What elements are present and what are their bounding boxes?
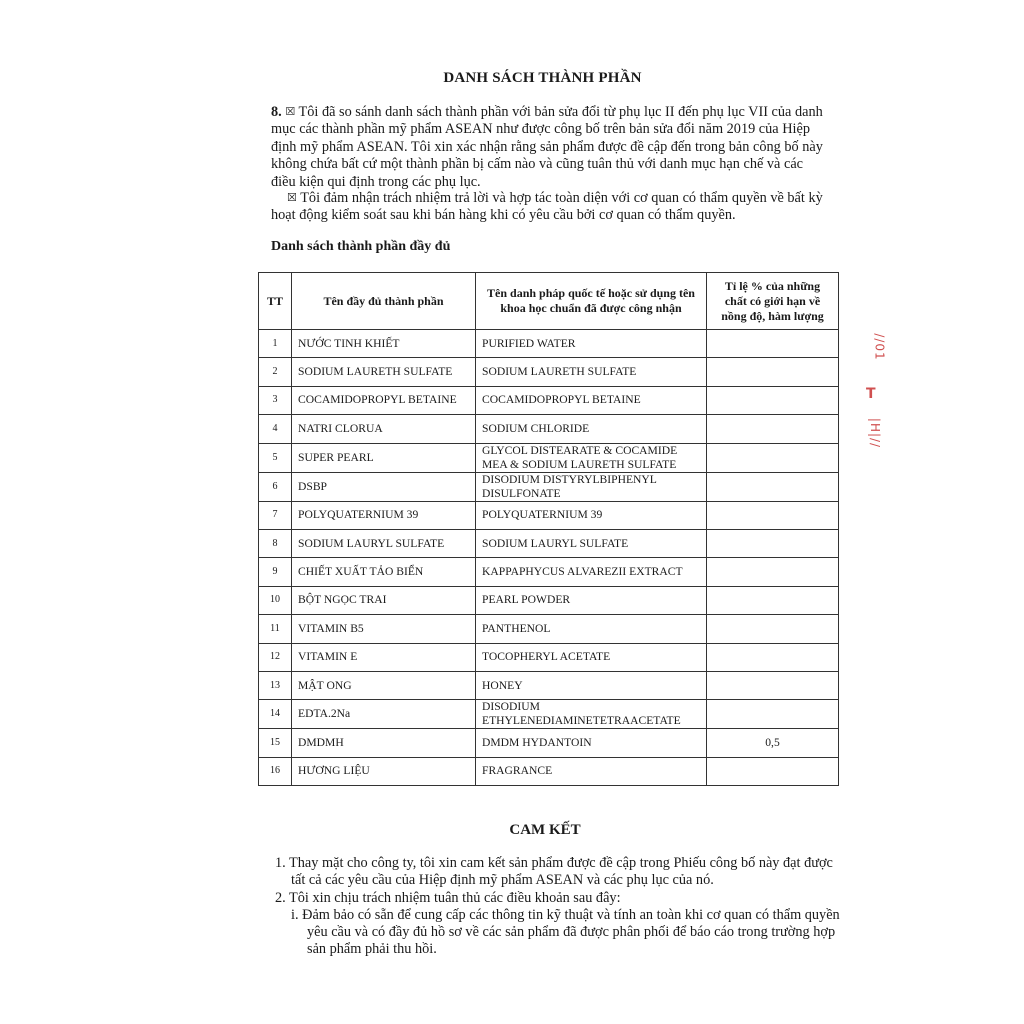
cell-inci-name: SODIUM LAURYL SULFATE — [476, 529, 707, 557]
cell-tt: 16 — [259, 757, 292, 785]
margin-mark: T — [866, 386, 876, 402]
table-row — [259, 615, 839, 643]
cell-tt: 14 — [259, 700, 292, 729]
table-row — [259, 643, 839, 671]
table-row — [259, 415, 839, 443]
checked-box-icon: ☒ — [285, 105, 296, 118]
cell-inci-name: DISODIUM ETHYLENEDIAMINETETRAACETATE — [476, 700, 707, 729]
commitment-title: CAM KẾT — [509, 822, 581, 838]
table-row — [259, 671, 839, 699]
cell-inci-name: TOCOPHERYL ACETATE — [476, 643, 707, 671]
cell-full-name: COCAMIDOPROPYL BETAINE — [292, 386, 476, 414]
cell-inci-name: PANTHENOL — [476, 615, 707, 643]
table-row — [259, 501, 839, 529]
cell-tt: 5 — [259, 443, 292, 472]
cell-full-name: VITAMIN B5 — [292, 615, 476, 643]
cell-tt: 9 — [259, 558, 292, 586]
cell-inci-name: KAPPAPHYCUS ALVAREZII EXTRACT — [476, 558, 707, 586]
cell-ratio — [707, 529, 839, 557]
cell-tt: 15 — [259, 729, 292, 757]
cell-tt: 3 — [259, 386, 292, 414]
cell-ratio — [707, 643, 839, 671]
table-row — [259, 586, 839, 614]
cell-inci-name: POLYQUATERNIUM 39 — [476, 501, 707, 529]
cell-inci-name: COCAMIDOPROPYL BETAINE — [476, 386, 707, 414]
cell-ratio — [707, 501, 839, 529]
cell-inci-name: HONEY — [476, 671, 707, 699]
commitment-item-2-i: i. Đảm bảo có sẵn để cung cấp các thông tin kỹ thuật và tính an toàn khi cơ quan có thẩm quyền yêu cầu và có đầy đủ hồ sơ về các sản phẩm đã được phân phối để báo cáo trong trường hợp sản phẩm phải thu hồi. — [291, 906, 840, 958]
cell-ratio — [707, 386, 839, 414]
commitment-list — [275, 855, 845, 959]
section-8-text-1: Tôi đã so sánh danh sách thành phần với bản sửa đổi từ phụ lục II đến phụ lục VII của danh mục các thành phần mỹ phẩm ASEAN như được công bố trên bản sửa đổi năm 2019 của Hiệp định mỹ phẩm ASEAN. Tôi xin xác nhận rằng sản phẩm được đề cập đến trong bản công bố này không chứa bất cứ một thành phần bị cấm nào và cũng tuân thủ với danh mục hạn chế và các điều kiện qui định trong các phụ lục. — [271, 104, 823, 190]
cell-full-name: CHIẾT XUẤT TẢO BIỂN — [292, 558, 476, 586]
cell-tt: 11 — [259, 615, 292, 643]
table-row — [259, 330, 839, 358]
cell-inci-name: PURIFIED WATER — [476, 330, 707, 358]
cell-tt: 13 — [259, 671, 292, 699]
checked-box-icon: ☒ — [287, 191, 297, 204]
commitment-item-1: 1. Thay mặt cho công ty, tôi xin cam kết sản phẩm được đề cập trong Phiếu công bố này đạt được tất cả các yêu cầu của Hiệp định mỹ phẩm ASEAN và các phụ lục của nó. — [275, 855, 833, 889]
section-8-paragraph-1 — [271, 104, 831, 191]
cell-full-name: SODIUM LAURYL SULFATE — [292, 529, 476, 557]
cell-tt: 6 — [259, 472, 292, 501]
table-row — [259, 757, 839, 785]
cell-full-name: SUPER PEARL — [292, 443, 476, 472]
cell-inci-name: SODIUM CHLORIDE — [476, 415, 707, 443]
header-full-name: Tên đầy đủ thành phần — [292, 273, 476, 330]
cell-full-name: HƯƠNG LIỆU — [292, 757, 476, 785]
table-header-row — [259, 273, 839, 330]
cell-inci-name: GLYCOL DISTEARATE & COCAMIDE MEA & SODIUM LAURETH SULFATE — [476, 443, 707, 472]
section-8-paragraph-2 — [271, 190, 831, 225]
table-row — [259, 558, 839, 586]
cell-ratio — [707, 443, 839, 472]
header-inci-name: Tên danh pháp quốc tế hoặc sử dụng tên khoa học chuẩn đã được công nhận — [476, 273, 707, 330]
cell-full-name: NATRI CLORUA — [292, 415, 476, 443]
cell-full-name: DSBP — [292, 472, 476, 501]
cell-ratio — [707, 358, 839, 386]
cell-full-name: BỘT NGỌC TRAI — [292, 586, 476, 614]
table-row — [259, 729, 839, 757]
section-8-text-2: Tôi đảm nhận trách nhiệm trả lời và hợp tác toàn diện với cơ quan có thẩm quyền về bất kỳ hoạt động kiểm soát sau khi bán hàng khi có yêu cầu bởi cơ quan có thẩm quyền. — [271, 190, 823, 224]
cell-tt: 1 — [259, 330, 292, 358]
margin-mark: |H|// — [868, 417, 883, 449]
cell-ratio — [707, 472, 839, 501]
margin-handwritten-marks — [856, 330, 896, 460]
ingredients-table — [258, 272, 839, 786]
cell-ratio — [707, 615, 839, 643]
ingredients-heading: Danh sách thành phần đầy đủ — [271, 239, 451, 254]
cell-full-name: NƯỚC TINH KHIẾT — [292, 330, 476, 358]
commitment-item-2: 2. Tôi xin chịu trách nhiệm tuân thủ các điều khoản sau đây: — [275, 889, 621, 906]
cell-inci-name: PEARL POWDER — [476, 586, 707, 614]
cell-tt: 7 — [259, 501, 292, 529]
header-tt: TT — [259, 273, 292, 330]
cell-ratio — [707, 700, 839, 729]
table-row — [259, 529, 839, 557]
cell-full-name: POLYQUATERNIUM 39 — [292, 501, 476, 529]
table-row — [259, 386, 839, 414]
cell-ratio — [707, 671, 839, 699]
cell-full-name: SODIUM LAURETH SULFATE — [292, 358, 476, 386]
cell-inci-name: FRAGRANCE — [476, 757, 707, 785]
cell-inci-name: SODIUM LAURETH SULFATE — [476, 358, 707, 386]
table-row — [259, 472, 839, 501]
page-title: DANH SÁCH THÀNH PHẦN — [443, 70, 642, 86]
cell-ratio — [707, 586, 839, 614]
cell-full-name: EDTA.2Na — [292, 700, 476, 729]
margin-mark: //01 — [872, 333, 887, 361]
cell-full-name: MẬT ONG — [292, 671, 476, 699]
cell-tt: 4 — [259, 415, 292, 443]
section-number: 8. — [271, 104, 282, 120]
table-row — [259, 443, 839, 472]
cell-tt: 12 — [259, 643, 292, 671]
cell-inci-name: DISODIUM DISTYRYLBIPHENYL DISULFONATE — [476, 472, 707, 501]
cell-ratio — [707, 558, 839, 586]
cell-ratio — [707, 330, 839, 358]
table-row — [259, 700, 839, 729]
cell-ratio: 0,5 — [707, 729, 839, 757]
header-ratio: Tỉ lệ % của những chất có giới hạn về nồng độ, hàm lượng — [707, 273, 839, 330]
cell-full-name: DMDMH — [292, 729, 476, 757]
cell-ratio — [707, 757, 839, 785]
cell-full-name: VITAMIN E — [292, 643, 476, 671]
cell-tt: 2 — [259, 358, 292, 386]
cell-inci-name: DMDM HYDANTOIN — [476, 729, 707, 757]
cell-ratio — [707, 415, 839, 443]
ingredients-table-body — [259, 330, 839, 786]
table-row — [259, 358, 839, 386]
cell-tt: 10 — [259, 586, 292, 614]
cell-tt: 8 — [259, 529, 292, 557]
